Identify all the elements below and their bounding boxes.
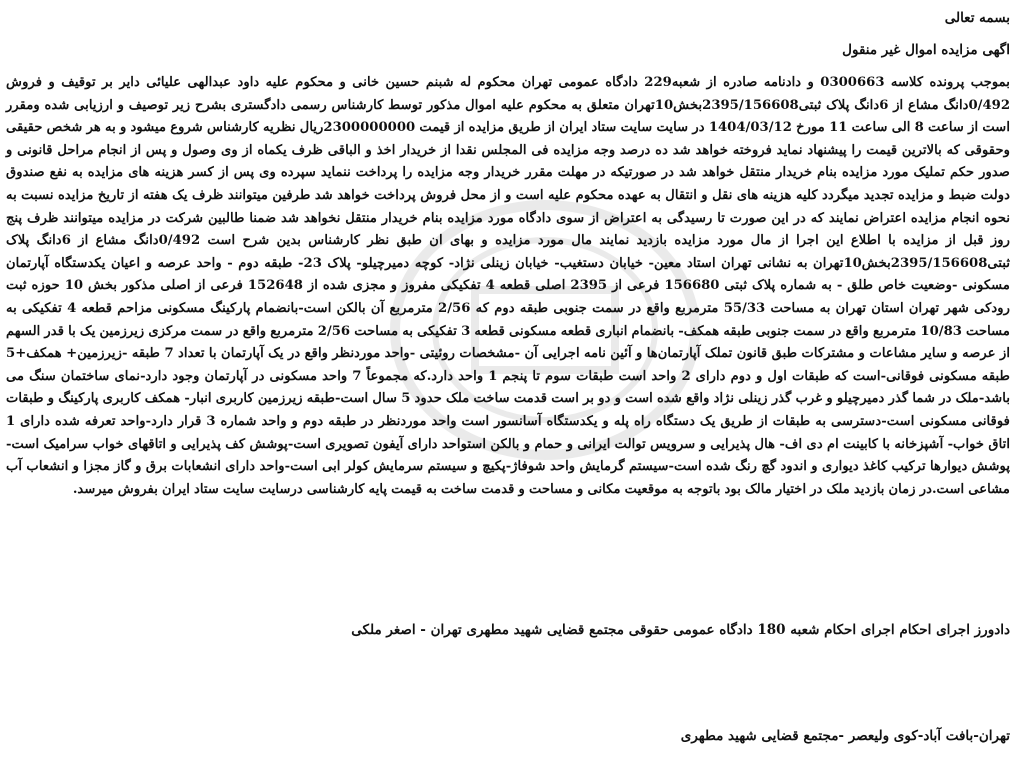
document-signature: دادورز اجرای احکام اجرای احکام شعبه 180 دادگاه عمومی حقوقی مجتمع قضایی شهید مطهری تهران - اصغر ملکی: [351, 622, 1010, 638]
document-address: تهران-بافت آباد-کوی ولیعصر -مجتمع قضایی شهید مطهری: [680, 728, 1010, 744]
document-body: بموجب پرونده کلاسه 0300663 و دادنامه صادره از شعبه229 دادگاه عمومی تهران محکوم له شبنم حسین خانی و محکوم علیه داود عبدالهی علیائی دایر بر توقیف و فروش 0/492دانگ مشاع از 6دانگ پلاک ثبتی2395/156608بخش10تهران متعلق به محکوم علیه اموال مذکور توسط کارشناس رسمی دادگستری بشرح زیر توصیف و ارزیابی شده ومقرر است از ساعت 8 الی ساعت 11 مورخ 1404/03/12 در سایت سایت ستاد ایران از طریق مزایده از قیمت 2300000000ریال نظریه کارشناس شروع میشود و به هر شخص حقیقی وحقوقی که بالاترین قیمت را پیشنهاد نماید فروخته خواهد شد ده درصد وجه مزایده فی المجلس نقدا از خریدار اخذ و الباقی ظرف یکماه از وی وصول و پس از انجام مراحل قانونی و صدور حکم تملیک مورد مزایده بنام خریدار منتقل خواهد شد در صورتیکه در مهلت مقرر خریدار وجه مزایده را پرداخت ننماید سپرده وی پس از کسر هزینه های مزایده به نفع صندوق دولت ضبط و مزایده تجدید میگردد کلیه هزینه های نقل و انتقال به عهده محکوم علیه است و از محل فروش پرداخت خواهد شد طرفین میتوانند ظرف یک هفته از تاریخ مزایده نسبت به نحوه انجام مزایده اعتراض نمایند که در این صورت تا رسیدگی به اعتراض از سوی دادگاه مورد مزایده بنام خریدار منتقل نخواهد شد ضمنا طالبین شرکت در مزایده میتوانند ظرف پنج روز قبل از مزایده با اطلاع این اجرا از مال مورد مزایده بازدید نمایند مال مورد مزایده و بهای ان طبق نظر کارشناس بدین شرح است 0/492دانگ مشاع از 6دانگ پلاک ثبتی2395/156608بخش10تهران به نشانی تهران استاد معین- خیابان دستغیب- خیابان زینلی نژاد- کوچه دمیرچیلو- پلاک 23- طبقه دوم - واحد عرصه و اعیان یکدستگاه آپارتمان مسکونی -وضعیت خاص طلق - به شماره پلاک ثبتی 156680 فرعی از 2395 اصلی قطعه 4 تفکیکی مفروز و مجزی شده از 152648 فرعی از اصلی مذکور بخش 10 حوزه ثبت رودکی شهر تهران استان تهران به مساحت 55/33 مترمربع واقع در سمت جنوبی طبقه دوم که 2/56 مترمربع آن بالکن است-بانضمام پارکینگ مسکونی مزاحم قطعه 4 تفکیکی به مساحت 10/83 مترمربع واقع در سمت جنوبی طبقه همکف- بانضمام انباری قطعه مسکونی قطعه 3 تفکیکی به مساحت 2/56 مترمربع واقع در سمت مرکزی زیرزمین یک با قدر السهم از عرصه و سایر مشاعات و مشترکات طبق قانون تملک آپارتمان‌ها و آئین نامه اجرایی آن -مشخصات روئیتی -واحد موردنظر واقع در یک آپارتمان با تعداد 7 طبقه -زیرزمین+ همکف+5 طبقه مسکونی فوقانی-است که طبقات اول و دوم دارای 2 واحد است طبقات سوم تا پنجم 1 واحد دارد.که مجموعاً 7 واحد مسکونی در آپارتمان وجود دارد-نمای ساختمان سنگ می باشد-ملک در شما گذر دمیرچیلو و غرب گذر زینلی نژاد واقع شده است و دو بر است قدمت ساخت ملک حدود 5 سال است-طبقه زیرزمین کاربری انبار- همکف کاربری پارکینگ و طبقات فوقانی مسکونی است-دسترسی به طبقات از طریق یک دستگاه راه پله و یکدستگاه آسانسور است واحد موردنظر در طبقه دوم و واحد شماره 3 قرار دارد-واحد تعرفه شده دارای 1 اتاق خواب- آشپزخانه با کابینت ام دی اف- هال پذیرایی و سرویس توالت ایرانی و حمام و بالکن استواحد دارای آیفون تصویری است-پوشش کف پذیرایی و اتاقهای خواب سرامیک است- پوشش دیوارها ترکیب کاغذ دیواری و اندود گچ رنگ شده است-سیستم گرمایش واحد شوفاژ-پکیچ و سیستم سرمایش کولر ابی است-واحد دارای انشعابات برق و گاز مجزا و انشعاب آب مشاعی است.در زمان بازدید ملک در اختیار مالک بود باتوجه به موقعیت مکانی و مساحت و قدمت ساخت به قیمت پایه کارشناسی درسایت سایت ستاد ایران بفروش میرسد.: [6, 75, 1011, 497]
document-title: اگهی مزایده اموال غیر منقول: [842, 42, 1010, 58]
document-heading: بسمه تعالی: [944, 10, 1010, 26]
